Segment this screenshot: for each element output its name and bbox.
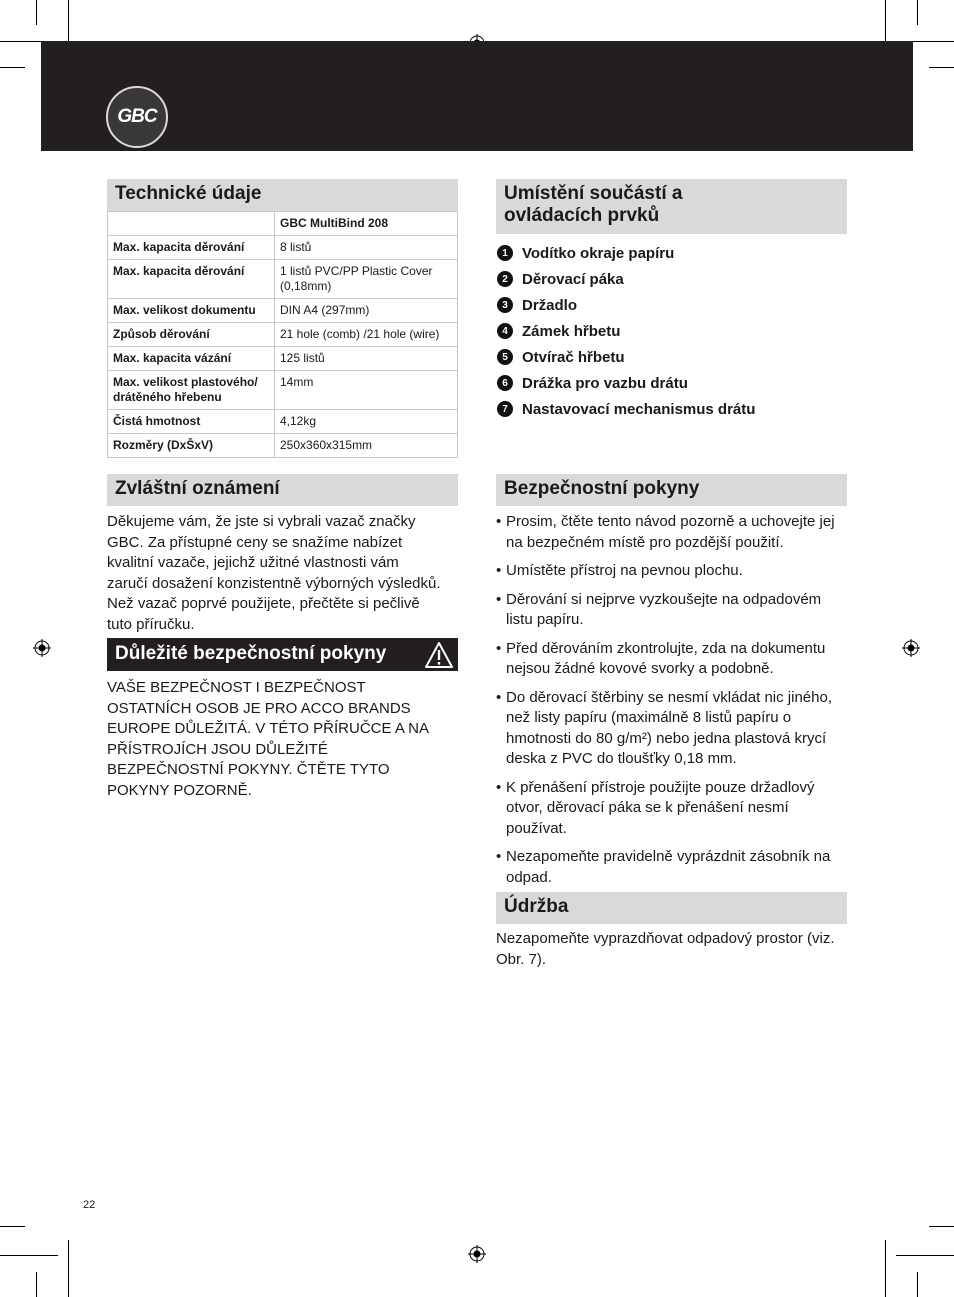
list-item <box>496 688 848 770</box>
number-badge: 1 <box>497 245 513 261</box>
part-label: Otvírač hřbetu <box>522 348 625 366</box>
crop-mark <box>36 0 37 25</box>
crop-mark <box>917 0 918 25</box>
registration-mark-icon <box>468 1245 486 1263</box>
list-item <box>496 512 848 553</box>
number-badge: 2 <box>497 271 513 287</box>
spec-label: Max. velikost dokumentu <box>108 299 275 323</box>
table-row <box>108 236 458 260</box>
part-label: Nastavovací mechanismus drátu <box>522 400 756 418</box>
crop-mark <box>929 67 954 68</box>
crop-mark <box>68 1240 69 1297</box>
safety-item-text: • Nezapomeňte pravidelně vyprázdnit zásobník na odpad. <box>506 848 831 886</box>
safety-item-text: • Před děrováním zkontrolujte, zda na dokumentu nejsou žádné kovové svorky a podobně. <box>506 639 826 677</box>
part-label: Vodítko okraje papíru <box>522 244 675 262</box>
spec-label: Max. kapacita vázání <box>108 347 275 371</box>
list-item <box>497 396 755 422</box>
crop-mark <box>917 1272 918 1297</box>
safety-item-text: • Umístěte přístroj na pevnou plochu. <box>506 562 743 579</box>
list-item <box>496 778 848 840</box>
maintenance-text: Nezapomeňte vyprazdňovat odpadový prostor (viz. Obr. 7). <box>496 930 835 968</box>
maintenance-title: Údržba <box>496 892 847 924</box>
table-row <box>108 260 458 299</box>
crop-mark <box>929 1226 954 1227</box>
spec-value: 21 hole (comb) /21 hole (wire) <box>275 323 458 347</box>
list-item <box>497 266 755 292</box>
notice-text: Děkujeme vám, že jste si vybrali vazač značky GBC. Za přístupné ceny se snažíme nabízet kvalitní vazače, jejichž užitné vlastnosti vám zaručí dosažení konzistentně výborných výsledků. Než vazač poprvé použijete, přečtěte si pečlivě tuto příručku. <box>107 513 441 633</box>
warning-triangle-icon <box>424 641 454 669</box>
part-label: Držadlo <box>522 296 578 314</box>
spec-value: 8 listů <box>275 236 458 260</box>
number-badge: 7 <box>497 401 513 417</box>
gbc-logo <box>106 86 168 148</box>
notice-title: Zvláštní oznámení <box>107 474 458 506</box>
spec-label: Čistá hmotnost <box>108 410 275 434</box>
number-badge: 3 <box>497 297 513 313</box>
spec-label: Max. kapacita děrování <box>108 236 275 260</box>
number-badge: 4 <box>497 323 513 339</box>
table-row <box>108 434 458 458</box>
table-row <box>108 212 458 236</box>
list-item <box>496 590 848 631</box>
number-badge: 6 <box>497 375 513 391</box>
spec-value: 1 listů PVC/PP Plastic Cover (0,18mm) <box>275 260 458 299</box>
list-item <box>497 240 755 266</box>
spec-value: 4,12kg <box>275 410 458 434</box>
important-text: VAŠE BEZPEČNOST I BEZPEČNOST OSTATNÍCH OSOB JE PRO ACCO BRANDS EUROPE DŮLEŽITÁ. V TÉTO PŘÍRUČCE A NA PŘÍSTROJÍCH JSOU DŮLEŽITÉ BEZPEČNOSTNÍ POKYNY. ČTĚTE TYTO POKYNY POZORNĚ. <box>107 679 429 799</box>
safety-item-text: • Děrování si nejprve vyzkoušejte na odpadovém listu papíru. <box>506 590 822 628</box>
list-item <box>496 847 848 888</box>
registration-mark-icon <box>902 639 920 657</box>
safety-list <box>496 512 848 896</box>
model-header: GBC MultiBind 208 <box>275 212 458 236</box>
table-row <box>108 347 458 371</box>
table-row <box>108 323 458 347</box>
table-row <box>108 299 458 323</box>
list-item <box>497 292 755 318</box>
list-item <box>496 561 848 582</box>
part-label: Děrovací páka <box>522 270 624 288</box>
table-row <box>108 371 458 410</box>
safety-item-text: • Prosim, čtěte tento návod pozorně a uchovejte jej na bezpečném místě pro pozdější použití. <box>506 513 835 551</box>
spec-value: 250x360x315mm <box>275 434 458 458</box>
list-item <box>497 370 755 396</box>
spec-value: 125 listů <box>275 347 458 371</box>
number-badge: 5 <box>497 349 513 365</box>
crop-mark <box>0 1255 58 1256</box>
safety-item-text: • Do děrovací štěrbiny se nesmí vkládat nic jiného, než listy papíru (maximálně 8 listů papíru o hmotnosti do 80 g/m²) nebo jedna plastová krycí deska z PVC do tloušťky 0,18 mm. <box>506 688 832 767</box>
spec-label: Max. kapacita děrování <box>108 260 275 299</box>
page-number: 22 <box>83 1199 96 1211</box>
spec-value: 14mm <box>275 371 458 410</box>
list-item <box>497 318 755 344</box>
spec-value: DIN A4 (297mm) <box>275 299 458 323</box>
parts-title: Umístění součástí a ovládacích prvků <box>496 179 847 234</box>
part-label: Zámek hřbetu <box>522 322 621 340</box>
spec-label: Způsob děrování <box>108 323 275 347</box>
table-row <box>108 410 458 434</box>
technical-title: Technické údaje <box>107 179 458 211</box>
list-item <box>496 639 848 680</box>
list-item <box>497 344 755 370</box>
table-cell <box>108 212 275 236</box>
registration-mark-icon <box>33 639 51 657</box>
parts-list <box>497 240 755 422</box>
header-band <box>41 41 913 151</box>
logo-text: GBC <box>117 106 157 127</box>
part-label: Drážka pro vazbu drátu <box>522 374 688 392</box>
safety-item-text: • K přenášení přístroje použijte pouze držadlový otvor, děrovací páka se k přenášení nesmí používat. <box>506 778 815 837</box>
crop-mark <box>885 1240 886 1297</box>
spec-table <box>107 211 458 458</box>
safety-title: Bezpečnostní pokyny <box>496 474 847 506</box>
spec-label: Max. velikost plastového/ drátěného hřebenu <box>108 371 275 410</box>
important-title: Důležité bezpečnostní pokyny <box>107 638 458 671</box>
crop-mark <box>36 1272 37 1297</box>
crop-mark <box>0 67 25 68</box>
spec-label: Rozměry (DxŠxV) <box>108 434 275 458</box>
crop-mark <box>896 1255 954 1256</box>
crop-mark <box>0 1226 25 1227</box>
